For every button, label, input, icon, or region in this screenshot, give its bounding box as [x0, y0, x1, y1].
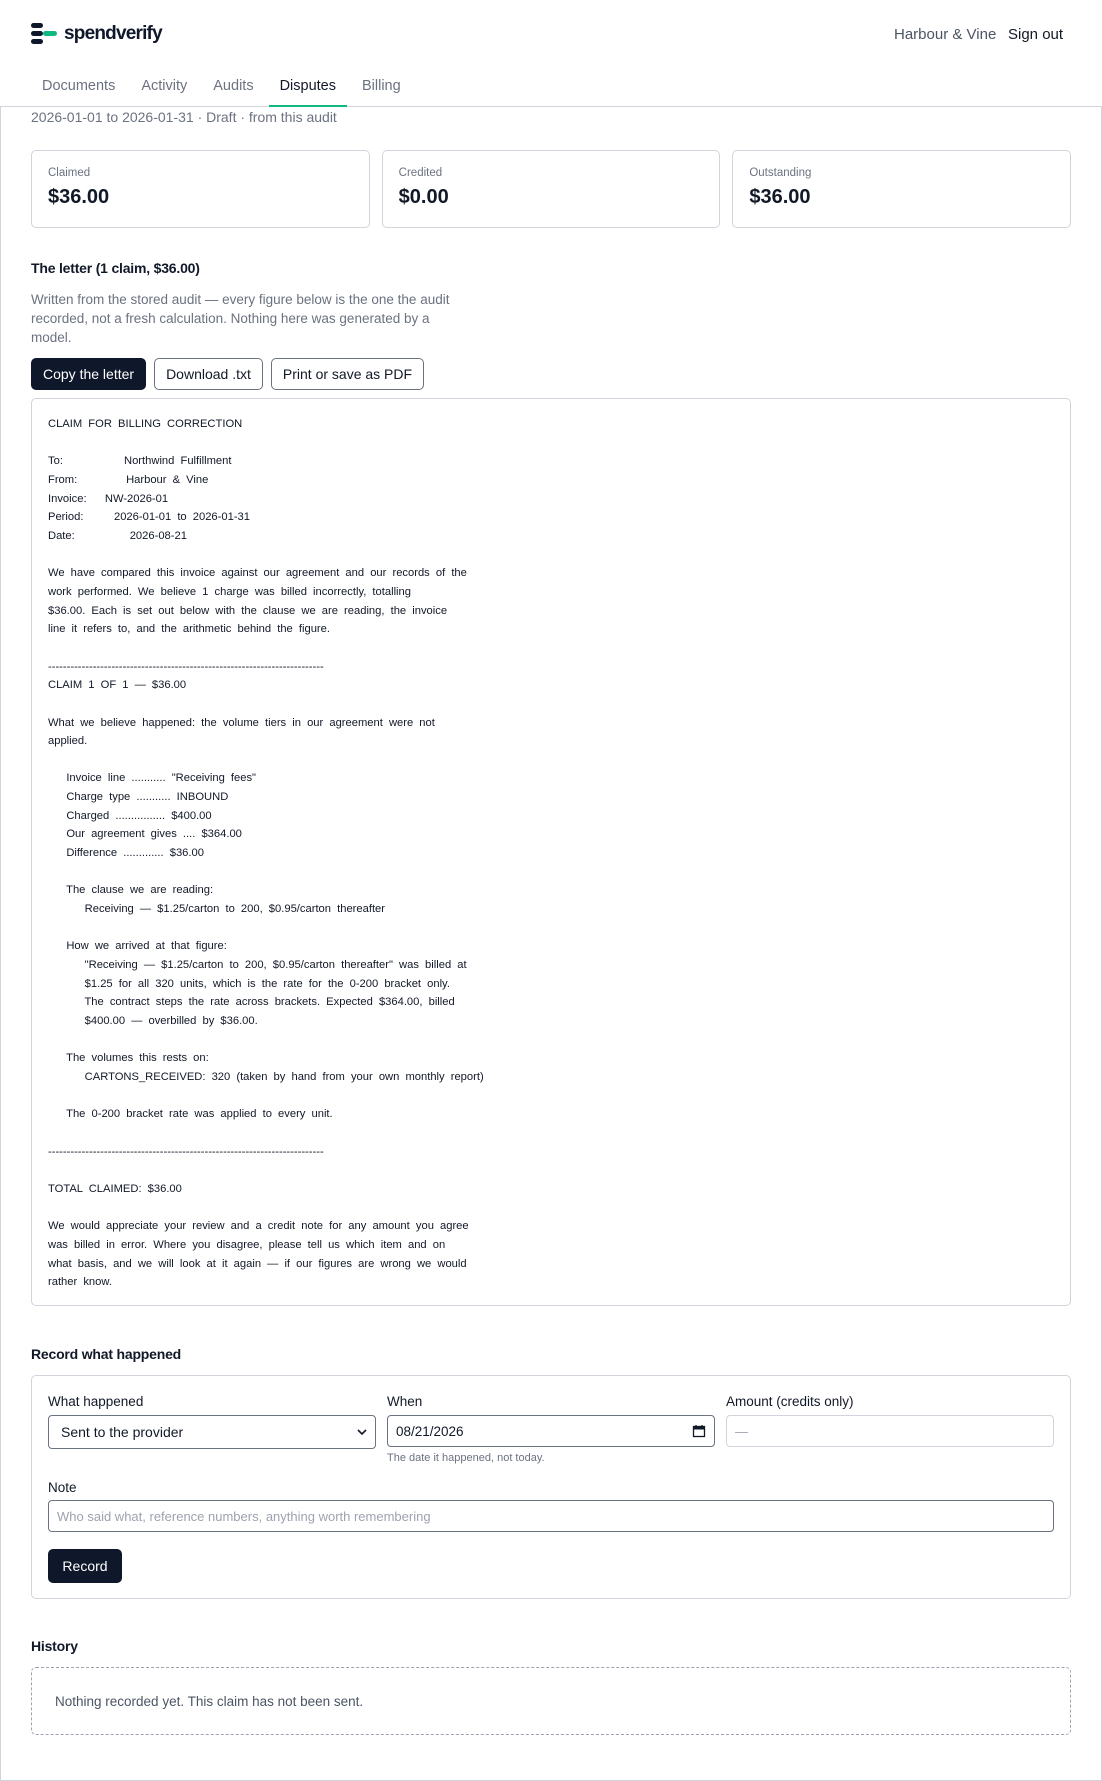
what-happened-select[interactable] [48, 1415, 376, 1449]
tab-activity[interactable]: Activity [141, 78, 188, 94]
org-name: Harbour & Vine [894, 26, 997, 43]
dispute-meta: 2026-01-01 to 2026-01-31 · Draft · from this audit [31, 109, 337, 125]
record-title: Record what happened [31, 1346, 182, 1362]
stat-value: $36.00 [749, 186, 811, 208]
copy-letter-button[interactable]: Copy the letter [31, 358, 146, 390]
date-value: 08/21/2026 [396, 1423, 464, 1439]
stats-row [31, 150, 1071, 228]
when-label: When [387, 1394, 423, 1409]
stat-label: Credited [398, 167, 443, 179]
note-input[interactable] [48, 1500, 1054, 1532]
history-empty-text: Nothing recorded yet. This claim has not been sent. [55, 1693, 364, 1709]
note-placeholder: Who said what, reference numbers, anything worth remembering [57, 1508, 431, 1524]
brand-name: spendverify [64, 23, 162, 44]
record-button[interactable]: Record [48, 1549, 122, 1583]
tab-audits[interactable]: Audits [213, 78, 254, 94]
letter-preview [31, 398, 1071, 1306]
brand-logo[interactable] [31, 23, 162, 45]
stat-credited [382, 150, 721, 228]
download-txt-button[interactable]: Download .txt [154, 358, 263, 390]
amount-placeholder: — [735, 1423, 748, 1439]
when-hint: The date it happened, not today. [387, 1452, 545, 1464]
main-tabs [31, 66, 416, 107]
history-empty-state [31, 1667, 1071, 1735]
letter-title: The letter (1 claim, $36.00) [31, 260, 200, 276]
tab-billing[interactable]: Billing [362, 78, 401, 94]
calendar-icon[interactable] [692, 1424, 706, 1438]
logo-mark-icon [31, 23, 57, 45]
tab-documents[interactable]: Documents [42, 78, 116, 94]
stat-label: Outstanding [749, 167, 812, 179]
stat-claimed [31, 150, 370, 228]
amount-input[interactable] [726, 1415, 1054, 1447]
stat-outstanding [732, 150, 1071, 228]
stat-value: $0.00 [398, 186, 449, 208]
chevron-down-icon [355, 1425, 369, 1439]
letter-description: Written from the stored audit — every figure below is the one the audit recorded, not a fresh calculation. Nothing here was generated by a model. [31, 292, 450, 345]
letter-body: CLAIM FOR BILLING CORRECTION To: Northwind Fulfillment From: Harbour & Vine Invoice: NW-2026-01 Period: 2026-01-01 to 2026-01-31 Date: 2026-08-21 We have compared this invoice against our agreement and our records of the work performed. We believe 1 charge was billed incorrectly, totalling $36.00. Each is set out below with the clause we are reading, the invoice line it refers to, and the arithmetic behind the figure. -------------------------------------------------------------------------- CLAIM 1 OF 1 — $36.00 What we believe happened: the volume tiers in our agreement were not applied. Invoice line ........... "Receiving fees" Charge type ........... INBOUND Charged ................ $400.00 Our agreement gives .... $364.00 Difference ............. $36.00 The clause we are reading: Receiving — $1.25/carton to 200, $0.95/carton thereafter How we arrived at that figure: "Receiving — $1.25/carton to 200, $0.95/carton thereafter" was billed at $1.25 for all 320 units, which is the rate for the 0-200 bracket only. The contract steps the rate across brackets. Expected $364.00, billed $400.00 — overbilled by $36.00. The volumes this rests on: CARTONS_RECEIVED: 320 (taken by hand from your own monthly report) The 0-200 bracket rate was applied to every unit. -------------------------------------------------------------------------- TOTAL CLAIMED: $36.00 We would appreciate your review and a credit note for any amount you agree was billed in error. Where you disagree, please tell us which item and on what basis, and we will look at it again — if our figures are wrong we would rather know. [48, 418, 484, 1289]
stat-value: $36.00 [48, 186, 110, 208]
amount-label: Amount (credits only) [726, 1394, 854, 1409]
history-title: History [31, 1638, 78, 1654]
select-value: Sent to the provider [61, 1424, 184, 1440]
top-header [0, 0, 1102, 107]
print-pdf-button[interactable]: Print or save as PDF [271, 358, 424, 390]
sign-out-link[interactable]: Sign out [1008, 26, 1064, 43]
record-form [31, 1375, 1071, 1599]
when-date-input[interactable] [387, 1415, 715, 1447]
letter-actions [31, 358, 424, 390]
tab-disputes[interactable]: Disputes [269, 66, 347, 107]
what-happened-label: What happened [48, 1394, 144, 1409]
stat-label: Claimed [48, 167, 91, 179]
note-label: Note [48, 1480, 77, 1495]
